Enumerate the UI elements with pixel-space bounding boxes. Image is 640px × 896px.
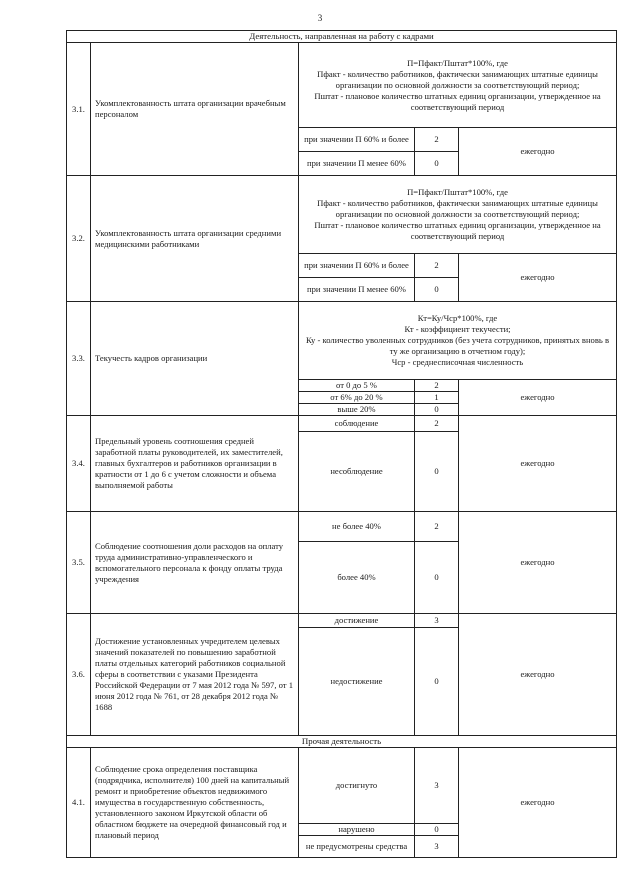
formula-line: Пштат - плановое количество штатных единиц организации, утвержденное на соответствующий период xyxy=(314,90,601,112)
condition-points: 3 xyxy=(415,614,459,628)
indicator-name: Укомплектованность штата организации средними медицинскими работниками xyxy=(91,176,299,302)
formula-line: Кт - коэффициент текучести; xyxy=(404,324,511,334)
condition-label: соблюдение xyxy=(299,416,415,432)
formula-line: Ку - количество уволенных сотрудников (без учета сотрудников, принятых вновь в ту же организацию в отчетном году); xyxy=(305,335,610,356)
condition-points: 2 xyxy=(415,380,459,392)
period: ежегодно xyxy=(459,254,617,302)
condition-points: 0 xyxy=(415,278,459,302)
condition-label: нарушено xyxy=(299,824,415,836)
formula-block xyxy=(299,176,617,254)
formula-line: П=Пфакт/Пштат*100%, где xyxy=(407,57,508,68)
period: ежегодно xyxy=(459,614,617,736)
condition-points: 2 xyxy=(415,512,459,542)
condition-label: достигнуто xyxy=(299,748,415,824)
indicator-name: Предельный уровень соотношения средней заработной платы руководителей, их заместителей, главных бухгалтеров и работников организации в кратности от 1 до 6 с учетом сложности и объема выполняемой работы xyxy=(91,416,299,512)
condition-label: при значении П менее 60% xyxy=(299,278,415,302)
condition-points: 3 xyxy=(415,748,459,824)
indicator-name: Достижение установленных учредителем целевых значений показателей по повышению заработной платы отдельных категорий работников социальной сферы в соответствии с указами Президента Российской Федерации от 7 мая 2012 года № 597, от 1 июня 2012 года № 761, от 28 декабря 2012 года № 1688 xyxy=(91,614,299,736)
row-number: 4.1. xyxy=(67,748,91,858)
condition-points: 0 xyxy=(415,152,459,176)
condition-label: от 0 до 5 % xyxy=(299,380,415,392)
condition-points: 1 xyxy=(415,392,459,404)
condition-label: более 40% xyxy=(299,542,415,614)
indicator-name: Текучесть кадров организации xyxy=(91,302,299,416)
section-header-other: Прочая деятельность xyxy=(67,736,617,748)
condition-points: 2 xyxy=(415,128,459,152)
condition-label: при значении П менее 60% xyxy=(299,152,415,176)
formula-line: Пфакт - количество работников, фактически занимающих штатные единицы организации по основной должности за соответствующий период; xyxy=(317,68,598,90)
condition-points: 0 xyxy=(415,824,459,836)
condition-points: 0 xyxy=(415,542,459,614)
condition-points: 0 xyxy=(415,404,459,416)
condition-points: 2 xyxy=(415,416,459,432)
indicator-name: Соблюдение соотношения доли расходов на оплату труда административно-управленческого и вспомогательного персонала к фонду оплаты труда учреждения xyxy=(91,512,299,614)
row-number: 3.4. xyxy=(67,416,91,512)
period: ежегодно xyxy=(459,748,617,858)
row-number: 3.2. xyxy=(67,176,91,302)
period: ежегодно xyxy=(459,380,617,416)
condition-label: недостижение xyxy=(299,628,415,736)
condition-label: выше 20% xyxy=(299,404,415,416)
row-number: 3.3. xyxy=(67,302,91,416)
formula-line: Пфакт - количество работников, фактически занимающих штатные единицы организации по основной должности за соответствующий период; xyxy=(317,198,598,219)
row-number: 3.5. xyxy=(67,512,91,614)
indicator-name: Укомплектованность штата организации врачебным персоналом xyxy=(91,43,299,176)
row-number: 3.1. xyxy=(67,43,91,176)
condition-points: 2 xyxy=(415,254,459,278)
section-header-staff: Деятельность, направленная на работу с кадрами xyxy=(67,31,617,43)
condition-points: 0 xyxy=(415,432,459,512)
condition-label: не более 40% xyxy=(299,512,415,542)
formula-line: Пштат - плановое количество штатных единиц организации, утвержденное на соответствующий период xyxy=(314,220,601,241)
formula-line: Чср - среднесписочная численность xyxy=(391,357,524,367)
condition-label: от 6% до 20 % xyxy=(299,392,415,404)
formula-block xyxy=(299,43,617,128)
condition-label: при значении П 60% и более xyxy=(299,254,415,278)
period: ежегодно xyxy=(459,512,617,614)
condition-points: 0 xyxy=(415,628,459,736)
condition-points: 3 xyxy=(415,836,459,858)
formula-line: П=Пфакт/Пштат*100%, где xyxy=(407,187,508,197)
formula-line: Кт=Ку/Чср*100%, где xyxy=(417,313,498,323)
condition-label: не предусмотрены средства xyxy=(299,836,415,858)
row-number: 3.6. xyxy=(67,614,91,736)
indicator-name: Соблюдение срока определения поставщика (подрядчика, исполнителя) 100 дней на капитальный ремонт и приобретение объектов недвижимого имущества в государственную собственность, установленного законом Иркутской области об областном бюджете на очередной финансовый год и плановый период xyxy=(91,748,299,858)
condition-label: при значении П 60% и более xyxy=(299,128,415,152)
formula-block xyxy=(299,302,617,380)
page-number: 3 xyxy=(317,13,323,23)
condition-label: достижение xyxy=(299,614,415,628)
condition-label: несоблюдение xyxy=(299,432,415,512)
period: ежегодно xyxy=(459,128,617,176)
criteria-table xyxy=(66,30,617,858)
period: ежегодно xyxy=(459,416,617,512)
